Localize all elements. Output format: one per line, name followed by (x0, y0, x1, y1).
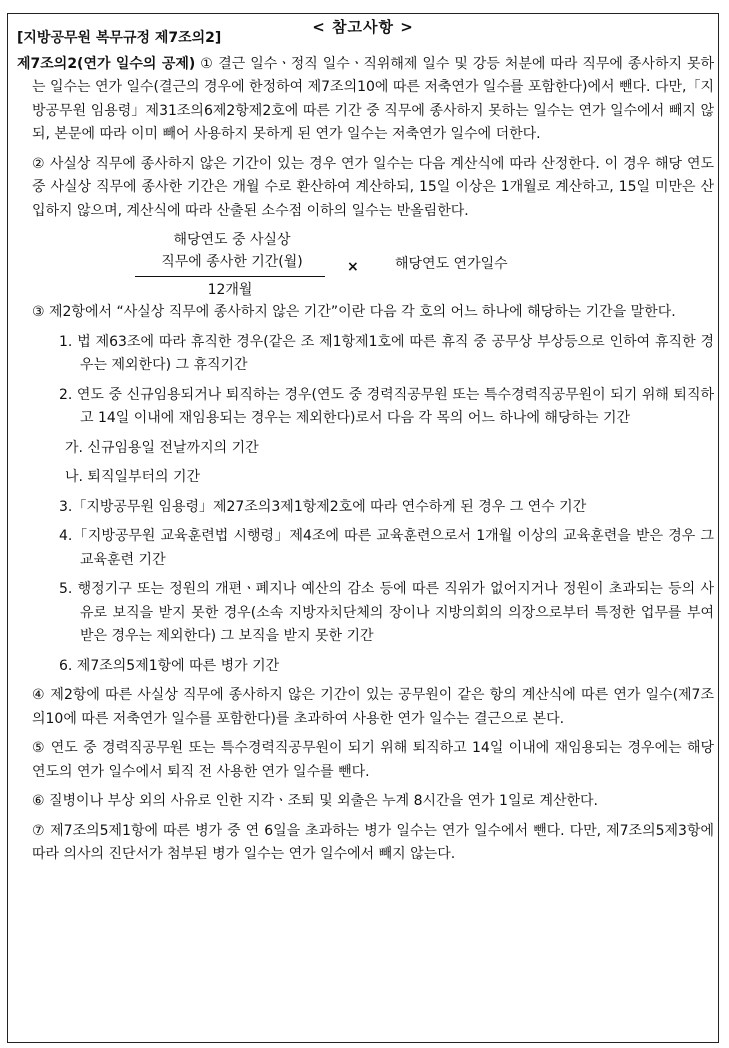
formula (17, 229, 714, 297)
regulation-heading: [지방공무원 복무규정 제7조의2] (17, 30, 222, 46)
paragraph-1 (17, 53, 714, 147)
paragraph-2: ② 사실상 직무에 종사하지 않은 기간이 있는 경우 연가 일수는 다음 계산식에 따라 산정한다. 이 경우 해당 연도 중 사실상 직무에 종사한 기간은 개월 수로 환산하여 계산하되, 15일 이상은 1개월로 계산하고, 15일 미만은 산입하지 않으며, 계산식에 따라 산출된 소수점 이하의 일수는 반올림한다. (32, 155, 714, 219)
formula-numerator-line2: 직무에 종사한 기간(월) (161, 254, 303, 270)
list-item-4: 4.「지방공무원 교육훈련법 시행령」제4조에 따른 교육훈련으로서 1개월 이상의 교육훈련을 받은 경우 그 교육훈련 기간 (59, 528, 714, 568)
paragraph-6: ⑥ 질병이나 부상 외의 사유로 인한 지각ㆍ조퇴 및 외출은 누계 8시간을 연가 1일로 계산한다. (32, 793, 599, 809)
list-item-2: 2. 연도 중 신규임용되거나 퇴직하는 경우(연도 중 경력직공무원 또는 특수경력직공무원이 되기 위해 퇴직하고 14일 이내에 재임용되는 경우는 제외한다)로서 다음 각 목의 어느 하나에 해당하는 기간 (59, 386, 714, 426)
fraction-bar (135, 276, 325, 277)
paragraph-5: ⑤ 연도 중 경력직공무원 또는 특수경력직공무원이 되기 위해 퇴직하고 14일 이내에 재임용되는 경우에는 해당 연도의 연가 일수에서 퇴직 전 사용한 연가 일수를 뺀다. (32, 740, 714, 780)
paragraph-7: ⑦ 제7조의5제1항에 따른 병가 중 연 6일을 초과하는 병가 일수는 연가 일수에서 뺀다. 다만, 제7조의5제3항에 따라 의사의 진단서가 첨부된 병가 일수는 연가 일수에서 빼지 않는다. (32, 822, 714, 862)
box-title: < 참고사항 > (302, 16, 424, 37)
paragraph-3: ③ 제2항에서 “사실상 직무에 종사하지 않은 기간”이란 다음 각 호의 어느 하나에 해당하는 기간을 말한다. (32, 304, 676, 320)
formula-rhs: 해당연도 연가일수 (395, 256, 508, 272)
list-item-6: 6. 제7조의5제1항에 따른 병가 기간 (59, 657, 280, 674)
paragraph-4: ④ 제2항에 따른 사실상 직무에 종사하지 않은 기간이 있는 공무원이 같은 항의 계산식에 따른 연가 일수(제7조의10에 따른 저축연가 일수를 포함한다)를 초과하여 사용한 연가 일수는 결근으로 본다. (32, 687, 714, 727)
multiply-sign: × (347, 259, 359, 275)
list-item-1: 1. 법 제63조에 따라 휴직한 경우(같은 조 제1항제1호에 따른 휴직 중 공무상 부상등으로 인하여 휴직한 경우는 제외한다) 그 휴직기간 (59, 333, 714, 373)
formula-denominator: 12개월 (207, 282, 253, 298)
sub-item-na: 나. 퇴직일부터의 기간 (65, 469, 201, 485)
paragraph-1-text: ① 결근 일수ㆍ정직 일수ㆍ직위해제 일수 및 강등 처분에 따라 직무에 종사하지 못하는 일수는 연가 일수(결근의 경우에 한정하여 제7조의10에 따른 저축연가 일수를 포함한다)에서 뺀다. 다만,「지방공무원 임용령」제31조의6제2항제2호에 따른 기간 중 직무에 종사하지 못하는 일수는 연가 일수에서 빼지 않되, 본문에 따라 이미 빼어 사용하지 못하게 된 연가 일수는 저축연가 일수에 더한다. (32, 55, 714, 142)
document-content (17, 27, 714, 873)
sub-item-ga: 가. 신규임용일 전날까지의 기간 (65, 439, 259, 456)
article-title: 제7조의2(연가 일수의 공제) (17, 55, 196, 72)
list-item-5: 5. 행정기구 또는 정원의 개편ㆍ폐지나 예산의 감소 등에 따른 직위가 없어지거나 정원이 초과되는 등의 사유로 보직을 받지 못한 경우(소속 지방자치단체의 장이나 지방의회의 의장으로부터 특정한 업무를 부여받은 경우는 제외한다) 그 보직을 받지 못한 기간 (59, 581, 714, 644)
list-item-3: 3.「지방공무원 임용령」제27조의3제1항제2호에 따라 연수하게 된 경우 그 연수 기간 (59, 498, 587, 515)
formula-numerator-line1: 해당연도 중 사실상 (173, 232, 291, 248)
formula-numerator (122, 229, 342, 273)
